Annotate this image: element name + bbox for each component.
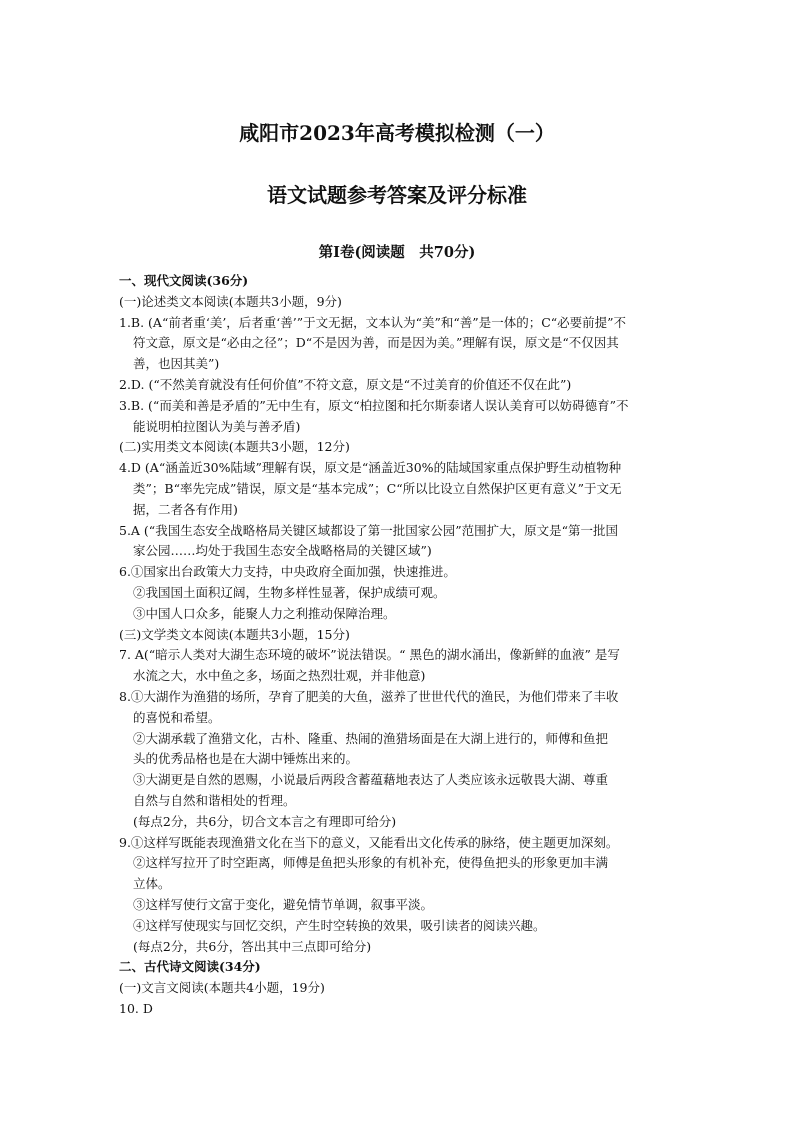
answer-line: ③这样写使行文富于变化，避免情节单调，叙事平淡。 (133, 896, 434, 912)
answer-line: ②大湖承载了渔猎文化，古朴、隆重、热闹的渔猎场面是在大湖上进行的，师傅和鱼把 (133, 730, 609, 746)
section-heading: 二、古代诗文阅读(34分) (119, 959, 261, 975)
answer-line: 4.D (A“涵盖近30%陆域”理解有误，原文是“涵盖近30%的陆域国家重点保护野生动植物种 (119, 460, 622, 476)
answer-line: 7. A(“暗示人类对大湖生态环境的破坏”说法错误。“ 黑色的湖水涌出，像新鲜的血液” 是写 (119, 647, 620, 663)
answer-line: 类”；B“率先完成”错误，原文是“基本完成”；C“所以比设立自然保护区更有意义”于文无 (133, 480, 622, 496)
answer-line: ②我国国土面积辽阔，生物多样性显著，保护成绩可观。 (133, 584, 446, 600)
answer-line: 立体。 (133, 876, 171, 892)
answer-line: ④这样写使现实与回忆交织，产生时空转换的效果，吸引读者的阅读兴趣。 (133, 917, 546, 933)
answer-line: 水流之大，水中鱼之多，场面之热烈壮观，并非他意) (133, 668, 426, 684)
answer-line: ②这样写拉开了时空距离，师傅是鱼把头形象的有机补充，使得鱼把头的形象更加丰满 (133, 855, 609, 871)
answer-line: 能说明柏拉图认为美与善矛盾) (133, 418, 301, 434)
answer-line: 3.B. (“而美和善是矛盾的”无中生有，原文“柏拉图和托尔斯泰诸人误认美育可以妨碍德育”不 (119, 397, 629, 413)
answer-line: 家公园……均处于我国生态安全战略格局的关键区域”) (133, 543, 432, 559)
answer-content (119, 271, 679, 1020)
document-subtitle: 语文试题参考答案及评分标准 (267, 183, 527, 207)
answer-line: 8.①大湖作为渔猎的场所，孕育了肥美的大鱼，滋养了世世代代的渔民，为他们带来了丰收 (119, 688, 619, 704)
answer-line: (一)论述类文本阅读(本题共3小题，9分) (119, 293, 342, 309)
answer-line: 自然与自然和谐相处的哲理。 (133, 792, 296, 808)
answer-line: 9.①这样写既能表现渔猎文化在当下的意义，又能看出文化传承的脉络，使主题更加深刻。 (119, 834, 619, 850)
part-heading: 第Ⅰ卷(阅读题 共70分) (318, 244, 476, 261)
document-title: 咸阳市2023年高考模拟检测（一） (239, 121, 555, 145)
answer-line: 善，也因其美”) (133, 356, 220, 372)
answer-line: ③大湖更是自然的恩赐，小说最后两段含蓄蕴藉地表达了人类应该永远敬畏大湖、尊重 (133, 772, 609, 788)
answer-line: 6.①国家出台政策大力支持，中央政府全面加强，快速推进。 (119, 564, 456, 580)
answer-line: (三)文学类文本阅读(本题共3小题，15分) (119, 626, 350, 642)
answer-line: ③中国人口众多，能聚人力之利推动保障治理。 (133, 605, 396, 621)
answer-line: 头的优秀品格也是在大湖中锤炼出来的。 (133, 751, 359, 767)
answer-line: 2.D. (“不然美育就没有任何价值”不符文意，原文是“不过美育的价值还不仅在此”) (119, 376, 572, 392)
answer-line: 5.A (“我国生态安全战略格局关键区域都设了第一批国家公园”范围扩大，原文是“第一批国 (119, 522, 618, 538)
answer-line: 1.B. (A“前者重‘美’，后者重‘善’”于文无据，文本认为“美”和“善”是一体的；C“必要前提”不 (119, 314, 627, 330)
answer-line: 的喜悦和希望。 (133, 709, 221, 725)
answer-line: 符文意，原文是“必由之径”；D“不是因为善，而是因为美。”理解有误，原文是“不仅因其 (133, 335, 619, 351)
answer-line: (每点2分，共6分，切合文本言之有理即可给分) (133, 813, 397, 829)
answer-line: (二)实用类文本阅读(本题共3小题，12分) (119, 439, 350, 455)
answer-line: 10. D (119, 1000, 153, 1016)
answer-line: (每点2分，共6分，答出其中三点即可给分) (133, 938, 372, 954)
answer-line: 据，二者各有作用) (133, 501, 238, 517)
answer-line: (一)文言文阅读(本题共4小题，19分) (119, 980, 325, 996)
section-heading: 一、现代文阅读(36分) (119, 273, 249, 288)
